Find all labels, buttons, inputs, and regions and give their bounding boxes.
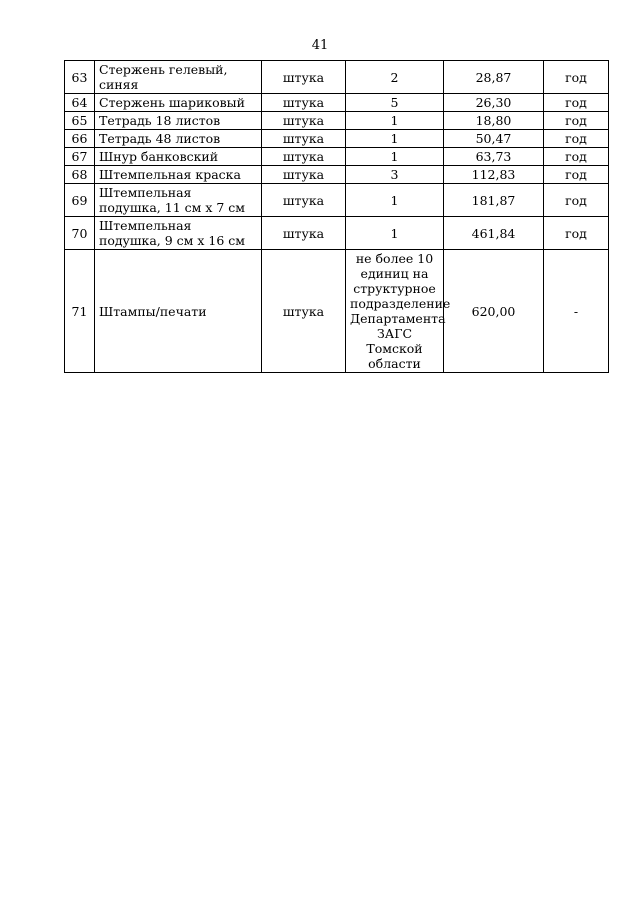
row-number-cell: 63 xyxy=(65,61,95,94)
row-number-cell: 69 xyxy=(65,184,95,217)
unit-cell: штука xyxy=(262,184,346,217)
page-number: 41 xyxy=(311,38,329,53)
unit-cell: штука xyxy=(262,61,346,94)
unit-cell: штука xyxy=(262,130,346,148)
item-name-cell: Штемпельная подушка, 11 см х 7 см xyxy=(95,184,262,217)
quantity-cell: 1 xyxy=(346,148,444,166)
quantity-cell: 1 xyxy=(346,112,444,130)
table-row xyxy=(65,166,609,184)
price-cell: 620,00 xyxy=(444,250,544,373)
item-name-cell: Шнур банковский xyxy=(95,148,262,166)
row-number-cell: 70 xyxy=(65,217,95,250)
price-cell: 26,30 xyxy=(444,94,544,112)
period-cell: год xyxy=(544,217,609,250)
table-row xyxy=(65,184,609,217)
item-name-cell: Стержень гелевый, синяя xyxy=(95,61,262,94)
quantity-cell: не более 10 единиц на структурное подразделение Департамента ЗАГС Томской области xyxy=(346,250,444,373)
row-number-cell: 64 xyxy=(65,94,95,112)
item-name-cell: Тетрадь 48 листов xyxy=(95,130,262,148)
price-cell: 112,83 xyxy=(444,166,544,184)
unit-cell: штука xyxy=(262,112,346,130)
row-number-cell: 68 xyxy=(65,166,95,184)
price-cell: 50,47 xyxy=(444,130,544,148)
table-row xyxy=(65,61,609,94)
price-cell: 461,84 xyxy=(444,217,544,250)
row-number-cell: 71 xyxy=(65,250,95,373)
table-row xyxy=(65,148,609,166)
item-name-cell: Тетрадь 18 листов xyxy=(95,112,262,130)
quantity-cell: 1 xyxy=(346,184,444,217)
price-cell: 63,73 xyxy=(444,148,544,166)
period-cell: год xyxy=(544,61,609,94)
table-row xyxy=(65,112,609,130)
price-cell: 18,80 xyxy=(444,112,544,130)
item-name-cell: Штемпельная подушка, 9 см х 16 см xyxy=(95,217,262,250)
period-cell: год xyxy=(544,130,609,148)
row-number-cell: 65 xyxy=(65,112,95,130)
quantity-cell: 1 xyxy=(346,130,444,148)
unit-cell: штука xyxy=(262,250,346,373)
item-name-cell: Стержень шариковый xyxy=(95,94,262,112)
price-cell: 28,87 xyxy=(444,61,544,94)
period-cell: год xyxy=(544,184,609,217)
items-table xyxy=(64,60,609,373)
table-row xyxy=(65,250,609,373)
period-cell: год xyxy=(544,148,609,166)
row-number-cell: 66 xyxy=(65,130,95,148)
item-name-cell: Штемпельная краска xyxy=(95,166,262,184)
quantity-cell: 2 xyxy=(346,61,444,94)
unit-cell: штука xyxy=(262,166,346,184)
item-name-cell: Штампы/печати xyxy=(95,250,262,373)
period-cell: год xyxy=(544,112,609,130)
unit-cell: штука xyxy=(262,94,346,112)
price-cell: 181,87 xyxy=(444,184,544,217)
quantity-cell: 5 xyxy=(346,94,444,112)
quantity-cell: 3 xyxy=(346,166,444,184)
period-cell: год xyxy=(544,94,609,112)
table-row xyxy=(65,217,609,250)
row-number-cell: 67 xyxy=(65,148,95,166)
unit-cell: штука xyxy=(262,217,346,250)
period-cell: - xyxy=(544,250,609,373)
table-row xyxy=(65,94,609,112)
unit-cell: штука xyxy=(262,148,346,166)
period-cell: год xyxy=(544,166,609,184)
table-row xyxy=(65,130,609,148)
quantity-cell: 1 xyxy=(346,217,444,250)
